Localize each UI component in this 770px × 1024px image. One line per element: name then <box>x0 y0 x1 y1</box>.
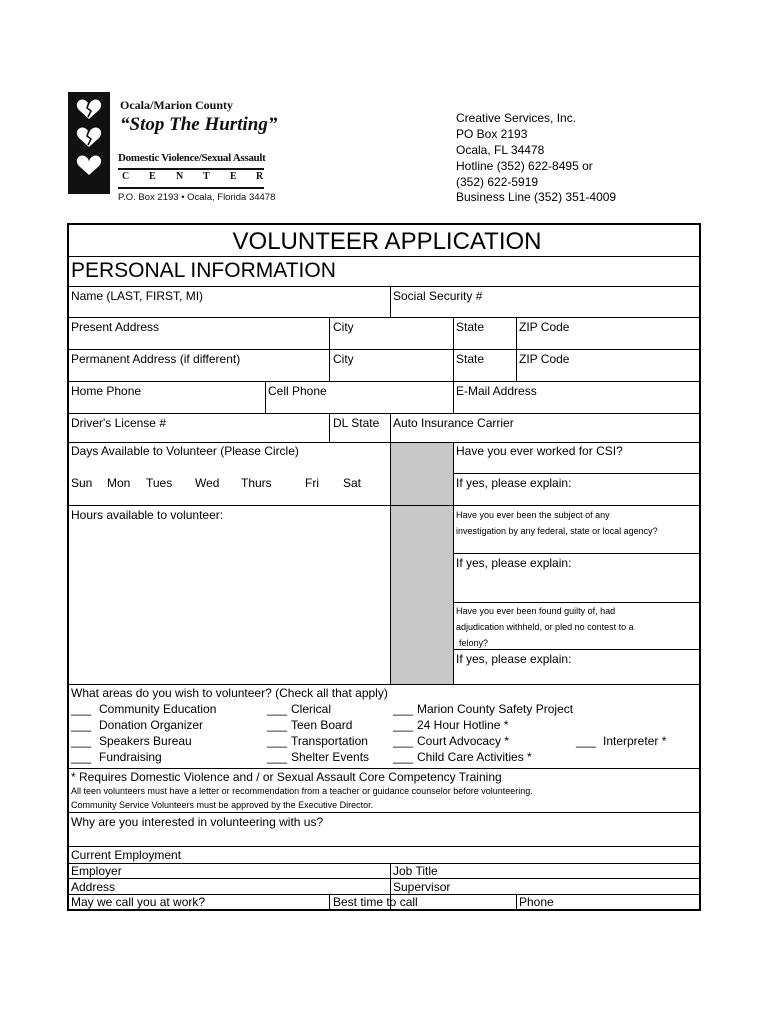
area-label: Community Education <box>99 702 217 716</box>
area-label: Speakers Bureau <box>99 734 192 748</box>
worked-csi-explain-field[interactable] <box>455 490 698 504</box>
investigation-question-line2: investigation by any federal, state or local agency? <box>456 526 658 536</box>
heart-column-icon <box>68 92 110 194</box>
investigation-explain-label: If yes, please explain: <box>456 556 572 570</box>
org-hotline: Hotline (352) 622-8495 or <box>456 159 593 173</box>
area-option-interpreter[interactable] <box>576 734 686 748</box>
area-option-shelter-events[interactable] <box>267 750 387 764</box>
logo-center-letters <box>122 171 262 185</box>
checkbox-blank[interactable]: ___ <box>71 702 92 716</box>
name-field[interactable] <box>70 302 388 316</box>
cell-phone-label: Cell Phone <box>268 384 327 398</box>
supervisor-label[interactable]: Supervisor <box>393 880 451 894</box>
checkbox-blank[interactable]: ___ <box>71 750 92 764</box>
permanent-state-label: State <box>456 352 485 366</box>
may-call-at-work-label[interactable]: May we call you at work? <box>71 895 206 909</box>
job-title-label[interactable]: Job Title <box>393 864 438 878</box>
logo-letter: C <box>122 171 130 182</box>
logo-rule-top <box>118 168 264 170</box>
logo-address: P.O. Box 2193 • Ocala, Florida 34478 <box>118 192 276 203</box>
area-label: Clerical <box>291 702 332 716</box>
auto-insurance-label: Auto Insurance Carrier <box>393 416 514 430</box>
area-label: 24 Hour Hotline * <box>417 718 509 732</box>
rule <box>68 684 700 685</box>
hours-available-field[interactable] <box>70 522 388 682</box>
area-label: Teen Board <box>291 718 353 732</box>
cell-phone-field[interactable] <box>267 398 451 412</box>
area-option-court-advocacy[interactable] <box>393 734 563 748</box>
logo-letter: N <box>176 171 184 182</box>
rule <box>68 846 700 847</box>
org-hotline-alt: (352) 622-5919 <box>456 175 539 189</box>
permanent-city-label: City <box>333 352 354 366</box>
checkbox-blank[interactable]: ___ <box>393 750 414 764</box>
checkbox-blank[interactable]: ___ <box>393 734 414 748</box>
org-name: Creative Services, Inc. <box>456 111 577 125</box>
best-time-to-call-label[interactable]: Best time to call <box>333 895 418 909</box>
logo-slogan: “Stop The Hurting” <box>120 114 278 135</box>
present-zip-label: ZIP Code <box>519 320 570 334</box>
work-phone-label[interactable]: Phone <box>519 895 554 909</box>
permanent-zip-label: ZIP Code <box>519 352 570 366</box>
teen-volunteer-note: All teen volunteers must have a letter or recommendation from a teacher or guidance counselor before volunteering. <box>71 786 533 796</box>
hours-available-label: Hours available to volunteer: <box>71 508 224 522</box>
checkbox-blank[interactable]: ___ <box>267 702 288 716</box>
day-fri[interactable]: Fri <box>305 476 319 490</box>
logo-letter: R <box>256 171 264 182</box>
present-address-label: Present Address <box>71 320 160 334</box>
area-label: Court Advocacy * <box>417 734 510 748</box>
community-service-note: Community Service Volunteers must be approved by the Executive Director. <box>71 800 374 810</box>
investigation-question-line1: Have you ever been the subject of any <box>456 510 610 520</box>
checkbox-blank[interactable]: ___ <box>71 734 92 748</box>
name-label: Name (LAST, FIRST, MI) <box>71 289 204 303</box>
logo-letter: T <box>203 171 210 182</box>
area-label: Fundraising <box>99 750 162 764</box>
checkbox-blank[interactable]: ___ <box>393 718 414 732</box>
area-option-donation-organizer[interactable] <box>71 718 261 732</box>
permanent-zip-field[interactable] <box>518 366 698 380</box>
org-po-box: PO Box 2193 <box>456 127 528 141</box>
rule <box>265 381 266 413</box>
checkbox-blank[interactable]: ___ <box>267 750 288 764</box>
rule <box>329 894 330 909</box>
dl-state-label: DL State <box>333 416 380 430</box>
guilty-question-line2: adjudication withheld, or pled no contest to a <box>456 622 634 632</box>
ssn-field[interactable] <box>392 302 698 316</box>
checkbox-blank[interactable]: ___ <box>267 718 288 732</box>
rule <box>68 349 700 350</box>
rule <box>453 602 700 603</box>
day-mon[interactable]: Mon <box>107 476 131 490</box>
rule <box>390 413 391 442</box>
logo-rule-bottom <box>118 187 264 189</box>
area-option-speakers-bureau[interactable] <box>71 734 261 748</box>
day-wed[interactable]: Wed <box>195 476 220 490</box>
drivers-license-label: Driver's License # <box>71 416 166 430</box>
drivers-license-field[interactable] <box>70 428 327 441</box>
rule <box>68 768 700 769</box>
rule <box>453 649 700 650</box>
present-city-label: City <box>333 320 354 334</box>
rule <box>516 317 517 381</box>
present-zip-field[interactable] <box>518 334 698 348</box>
rule <box>453 442 454 684</box>
area-option-child-care-activities[interactable] <box>393 750 593 764</box>
guilty-explain-field[interactable] <box>455 666 698 683</box>
rule <box>390 286 391 317</box>
logo-center-name: Domestic Violence/Sexual Assault <box>118 152 266 164</box>
org-logo <box>66 90 278 205</box>
present-state-label: State <box>456 320 485 334</box>
area-label: Shelter Events <box>291 750 370 764</box>
logo-letter: E <box>230 171 237 182</box>
permanent-address-label: Permanent Address (if different) <box>71 352 241 366</box>
days-available-label: Days Available to Volunteer (Please Circle) <box>71 444 299 458</box>
permanent-city-field[interactable] <box>331 366 451 380</box>
area-label: Interpreter * <box>603 734 667 748</box>
org-city: Ocala, FL 34478 <box>456 143 545 157</box>
permanent-state-field[interactable] <box>455 366 514 380</box>
logo-letter: E <box>149 171 156 182</box>
worked-csi-explain-label: If yes, please explain: <box>456 476 572 490</box>
section-title: PERSONAL INFORMATION <box>71 259 336 282</box>
rule <box>68 256 700 257</box>
present-address-field[interactable] <box>70 334 327 348</box>
checkbox-blank[interactable]: ___ <box>393 702 414 716</box>
rule <box>453 473 700 474</box>
rule <box>68 505 700 506</box>
present-state-field[interactable] <box>455 334 514 348</box>
rule <box>68 878 700 879</box>
current-employment-heading: Current Employment <box>71 848 182 862</box>
rule <box>516 894 517 909</box>
area-option-marion-county-safety-project[interactable] <box>393 702 593 716</box>
rule <box>329 413 330 442</box>
investigation-explain-field[interactable] <box>455 570 698 601</box>
area-label: Transportation <box>291 734 368 748</box>
rule <box>68 317 700 318</box>
area-label: Donation Organizer <box>99 718 204 732</box>
area-option-teen-board[interactable] <box>267 718 387 732</box>
present-city-field[interactable] <box>331 334 451 348</box>
logo-county: Ocala/Marion County <box>120 98 233 112</box>
area-label: Marion County Safety Project <box>417 702 574 716</box>
rule <box>68 381 700 382</box>
guilty-explain-label: If yes, please explain: <box>456 652 572 666</box>
worked-csi-question: Have you ever worked for CSI? <box>456 444 623 458</box>
email-label: E-Mail Address <box>456 384 537 398</box>
ssn-label: Social Security # <box>393 289 483 303</box>
rule <box>68 812 700 813</box>
areas-question: What areas do you wish to volunteer? (Check all that apply) <box>71 686 388 700</box>
day-sat[interactable]: Sat <box>343 476 362 490</box>
area-option-clerical[interactable] <box>267 702 387 716</box>
email-field[interactable] <box>455 398 698 412</box>
area-option-transportation[interactable] <box>267 734 387 748</box>
rule <box>68 413 700 414</box>
permanent-address-field[interactable] <box>70 366 327 380</box>
day-sun[interactable]: Sun <box>71 476 93 490</box>
rule <box>453 317 454 413</box>
shaded-spacer <box>390 442 453 684</box>
day-thurs[interactable]: Thurs <box>241 476 272 490</box>
guilty-question-line1: Have you ever been found guilty of, had <box>456 606 616 616</box>
area-option-24-hour-hotline[interactable] <box>393 718 593 732</box>
area-option-fundraising[interactable] <box>71 750 261 764</box>
rule <box>390 442 391 684</box>
area-option-community-education[interactable] <box>71 702 261 716</box>
home-phone-label: Home Phone <box>71 384 142 398</box>
checkbox-blank[interactable]: ___ <box>576 734 597 748</box>
rule <box>453 553 700 554</box>
area-label: Child Care Activities * <box>417 750 532 764</box>
checkbox-blank[interactable]: ___ <box>71 718 92 732</box>
checkbox-blank[interactable]: ___ <box>267 734 288 748</box>
why-interested-field[interactable] <box>70 830 698 845</box>
org-business-line: Business Line (352) 351-4009 <box>456 190 617 204</box>
employer-label[interactable]: Employer <box>71 864 122 878</box>
home-phone-field[interactable] <box>70 398 263 412</box>
rule <box>68 442 700 443</box>
why-interested-label: Why are you interested in volunteering with us? <box>71 815 324 829</box>
training-requirement-note: * Requires Domestic Violence and / or Sexual Assault Core Competency Training <box>71 770 502 784</box>
work-address-label[interactable]: Address <box>71 880 116 894</box>
rule <box>68 286 700 287</box>
rule <box>329 317 330 381</box>
rule <box>68 863 700 864</box>
form-title: VOLUNTEER APPLICATION <box>232 228 542 255</box>
day-tues[interactable]: Tues <box>146 476 173 490</box>
guilty-question-line3: felony? <box>459 638 489 648</box>
